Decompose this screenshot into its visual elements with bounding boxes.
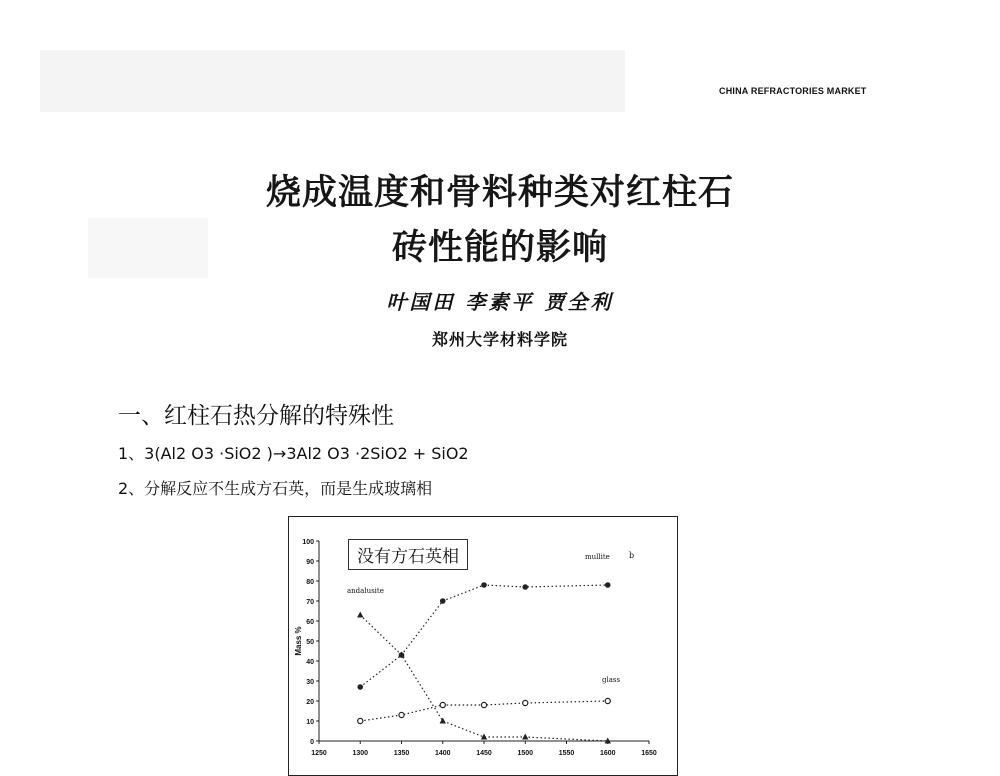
point-andalusite [357, 612, 363, 618]
point-andalusite [522, 734, 528, 740]
y-tick-label: 100 [302, 539, 314, 546]
point-glass [399, 712, 404, 717]
point-mullite [522, 584, 528, 590]
point-mullite [357, 684, 363, 690]
x-tick-label: 1300 [352, 750, 369, 757]
journal-header: CHINA REFRACTORIES MARKET [719, 86, 867, 96]
y-tick-label: 90 [306, 559, 314, 566]
point-glass [358, 718, 363, 723]
x-tick-label: 1400 [434, 750, 451, 757]
series-line-andalusite [360, 615, 608, 741]
x-tick-label: 1600 [599, 750, 616, 757]
y-tick-label: 0 [310, 739, 314, 746]
point-glass [440, 702, 445, 707]
list-item-1: 1、3(Al2 O3 ·SiO2 )→3Al2 O3 ·2SiO2 + SiO2 [118, 444, 469, 463]
series-label-andalusite: andalusite [347, 587, 384, 595]
y-tick-label: 10 [306, 719, 314, 726]
x-tick-label: 1500 [517, 750, 534, 757]
y-tick-label: 40 [306, 659, 314, 666]
affiliation: 郑州大学材料学院 [431, 330, 568, 349]
point-mullite [605, 582, 611, 588]
series-line-mullite [360, 585, 608, 687]
list-item-2: 2、分解反应不生成方石英，而是生成玻璃相 [118, 479, 433, 498]
authors: 叶国田 李素平 贾全利 [386, 290, 614, 314]
y-tick-label: 30 [306, 679, 314, 686]
y-tick-label: 50 [306, 639, 314, 646]
y-tick-label: 70 [306, 599, 314, 606]
section-heading: 一、红柱石热分解的特殊性 [118, 403, 394, 429]
x-tick-label: 1650 [641, 750, 657, 757]
paper-title-line-1: 烧成温度和骨料种类对红柱石 [265, 173, 734, 213]
figure-annotation-label: 没有方石英相 [348, 539, 468, 570]
figure-chart [288, 516, 678, 776]
point-glass [523, 700, 528, 705]
point-mullite [481, 582, 487, 588]
point-glass [481, 702, 486, 707]
annotation-b: b [629, 551, 635, 560]
point-mullite [440, 598, 446, 604]
y-axis-label: Mass % [294, 626, 303, 656]
y-tick-label: 80 [306, 579, 314, 586]
series-label-mullite: mullite [585, 553, 610, 561]
y-tick-label: 60 [306, 619, 314, 626]
paper-title-line-2: 砖性能的影响 [391, 228, 608, 268]
point-glass [605, 698, 610, 703]
y-tick-label: 20 [306, 699, 314, 706]
x-tick-label: 1350 [393, 750, 410, 757]
x-tick-label: 1450 [476, 750, 492, 757]
x-tick-label: 1550 [558, 750, 575, 757]
point-andalusite [440, 718, 446, 724]
x-tick-label: 1250 [311, 750, 327, 757]
series-label-glass: glass [602, 676, 621, 684]
scan-artifact-band [40, 50, 625, 112]
